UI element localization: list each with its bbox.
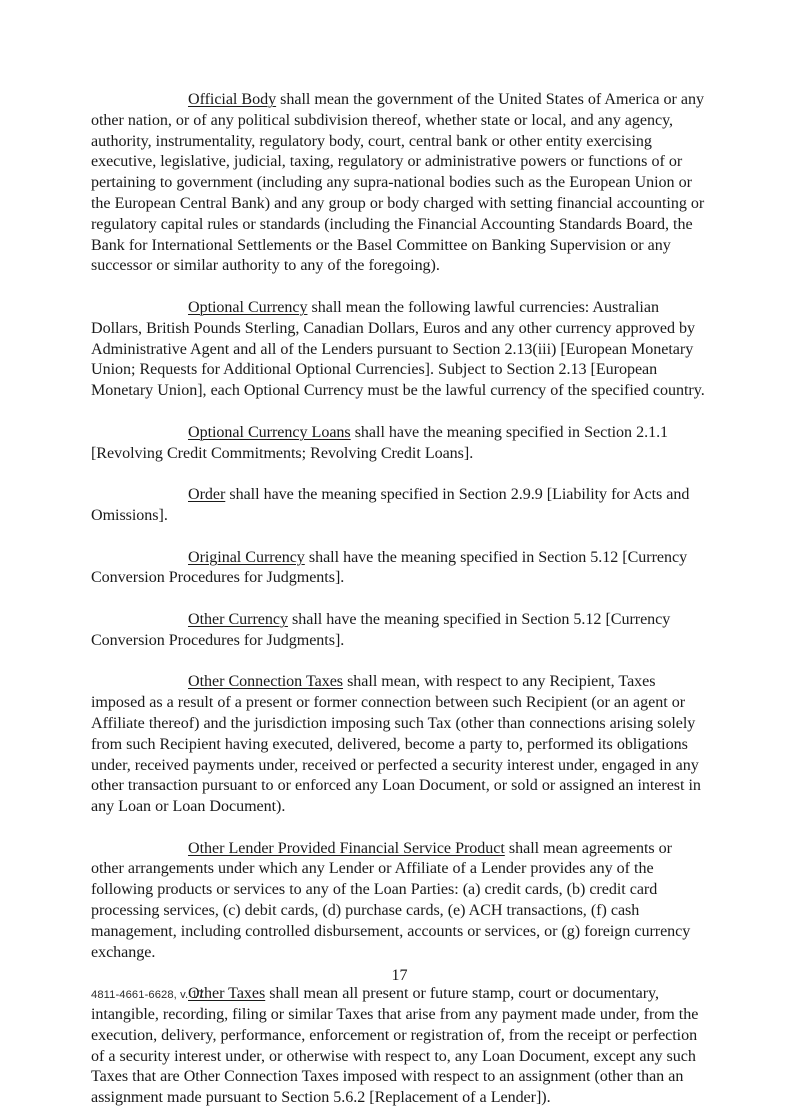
definitions-body <box>91 90 706 1109</box>
definition-text: shall mean the following lawful currencies: Australian Dollars, British Pounds Sterling, Canadian Dollars, Euros and any other currency approved by Administrative Agent and all of the Lenders pursuant to Section 2.13(iii) [European Monetary Union; Requests for Additional Optional Currencies]. Subject to Section 2.13 [European Monetary Union], each Optional Currency must be the lawful currency of the specified country. <box>91 298 705 400</box>
definition-entry <box>91 298 706 402</box>
defined-term: Optional Currency Loans <box>188 423 351 441</box>
definition-text: shall have the meaning specified in Section 2.1.1 [Revolving Credit Commitments; Revolving Credit Loans]. <box>91 423 669 462</box>
definition-entry <box>91 984 706 1109</box>
definition-entry <box>91 423 706 465</box>
definition-entry <box>91 548 706 590</box>
defined-term: Other Connection Taxes <box>188 673 344 691</box>
definition-entry <box>91 672 706 818</box>
definition-text: shall mean the government of the United States of America or any other nation, or of any political subdivision thereof, whether state or local, and any agency, authority, instrumentality, regulatory body, court, central bank or other entity exercising executive, legislative, judicial, taxing, regulatory or administrative powers or functions of or pertaining to government (including any supra-national bodies such as the European Union or the European Central Bank) and any group or body charged with setting financial accounting or regulatory capital rules or standards (including the Financial Accounting Standards Board, the Bank for International Settlements or the Basel Committee on Banking Supervision or any successor or similar authority to any of the foregoing). <box>91 91 705 275</box>
definition-text: shall have the meaning specified in Section 5.12 [Currency Conversion Procedures for Judgments]. <box>91 548 688 587</box>
defined-term: Original Currency <box>188 548 305 566</box>
document-id-footer: 4811-4661-6628, v. 17 <box>91 989 205 1001</box>
defined-term: Order <box>188 486 226 504</box>
defined-term: Other Lender Provided Financial Service Product <box>188 839 505 857</box>
definition-text: shall have the meaning specified in Section 2.9.9 [Liability for Acts and Omissions]. <box>91 486 690 524</box>
page-number: 17 <box>391 967 408 984</box>
definition-text: shall have the meaning specified in Section 5.12 [Currency Conversion Procedures for Judgments]. <box>91 610 671 649</box>
definition-text: shall mean all present or future stamp, court or documentary, intangible, recording, filing or similar Taxes that arise from any payment made under, from the execution, delivery, performance, enforcement or registration of, from the receipt or perfection of a security interest under, or otherwise with respect to, any Loan Document, except any such Taxes that are Other Connection Taxes imposed with respect to an assignment (other than an assignment made pursuant to Section 5.6.2 [Replacement of a Lender]). <box>91 985 699 1107</box>
defined-term: Other Currency <box>188 610 288 628</box>
definition-text: shall mean, with respect to any Recipient, Taxes imposed as a result of a present or former connection between such Recipient (or an agent or Affiliate thereof) and the jurisdiction imposing such Tax (other than connections arising solely from such Recipient having executed, delivered, become a party to, performed its obligations under, received payments under, received or perfected a security interest under, engaged in any other transaction pursuant to or enforced any Loan Document, or sold or assigned an interest in any Loan or Loan Document). <box>91 673 701 816</box>
defined-term: Official Body <box>188 91 277 108</box>
definition-entry <box>91 839 706 964</box>
definition-entry <box>91 610 706 652</box>
definition-text: shall mean agreements or other arrangements under which any Lender or Affiliate of a Lender provides any of the following products or services to any of the Loan Parties: (a) credit cards, (b) credit card processing services, (c) debit cards, (d) purchase cards, (e) ACH transactions, (f) cash management, including controlled disbursement, accounts or services, or (g) foreign currency exchange. <box>91 839 691 961</box>
defined-term: Optional Currency <box>188 298 308 316</box>
definition-entry <box>91 90 706 277</box>
definition-entry <box>91 485 706 527</box>
defined-term: Other Taxes <box>188 985 266 1003</box>
